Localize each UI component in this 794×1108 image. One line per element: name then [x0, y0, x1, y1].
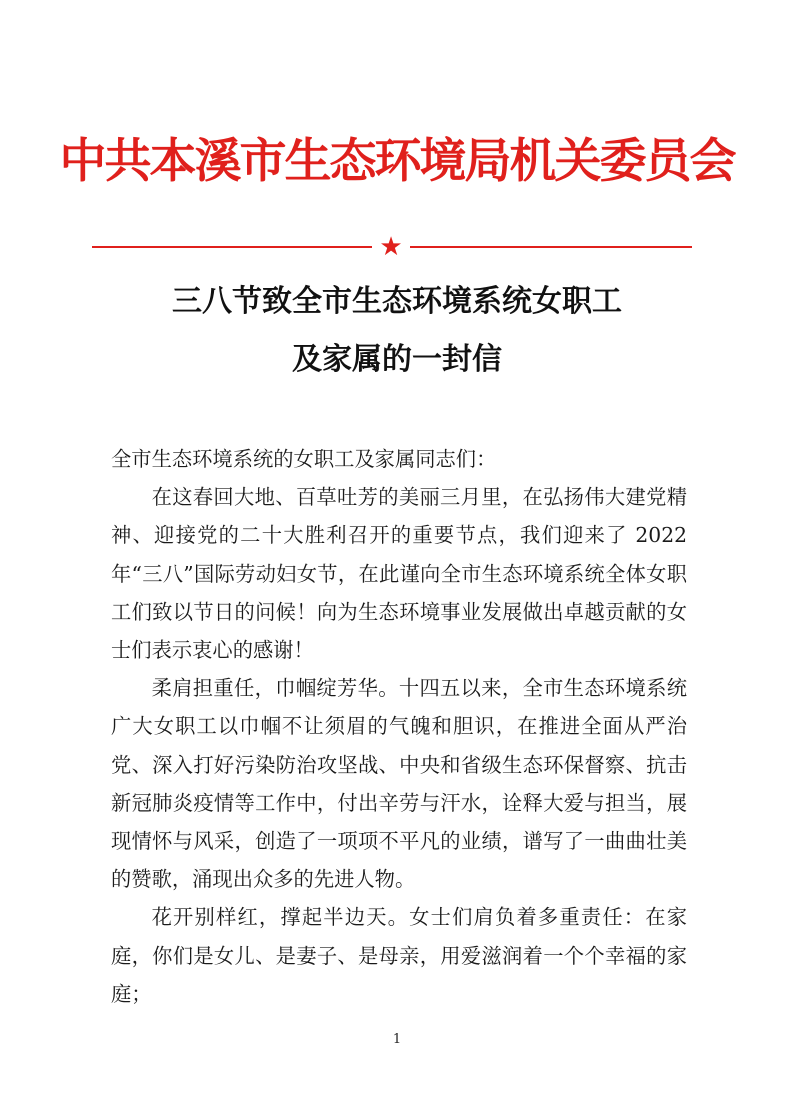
- header-rule-left: [92, 246, 372, 248]
- salutation: 全市生态环境系统的女职工及家属同志们：: [111, 447, 497, 471]
- paragraph: 柔肩担重任，巾帼绽芳华。十四五以来，全市生态环境系统广大女职工以巾帼不让须眉的气魄和胆识，在推进全面从严治党、深入打好污染防治攻坚战、中央和省级生态环保督察、抗击新冠肺炎疫情等工作中，付出辛劳与汗水，诠释大爱与担当，展现情怀与风采，创造了一项项不平凡的业绩，谱写了一曲曲壮美的赞歌，涌现出众多的先进人物。: [111, 676, 687, 892]
- letter-title-line-2: 及家属的一封信: [292, 342, 502, 377]
- paragraph: 花开别样红，撑起半边天。女士们肩负着多重责任：在家庭，你们是女儿、是妻子、是母亲，用爱滋润着一个个幸福的家庭；: [111, 905, 687, 1006]
- star-icon: ★: [379, 232, 403, 262]
- organization-header: 中共本溪市生态环境局机关委员会: [59, 134, 735, 189]
- letter-title-line-1: 三八节致全市生态环境系统女职工: [172, 284, 622, 319]
- header-rule-right: [410, 246, 692, 248]
- page-number: 1: [392, 1032, 402, 1047]
- paragraph: 在这春回大地、百草吐芳的美丽三月里，在弘扬伟大建党精神、迎接党的二十大胜利召开的重要节点，我们迎来了 2022 年“三八”国际劳动妇女节，在此谨向全市生态环境系统全体女职工们致以节日的问候！向为生态环境事业发展做出卓越贡献的女士们表示衷心的感谢！: [111, 485, 687, 663]
- letter-body: [111, 440, 687, 1013]
